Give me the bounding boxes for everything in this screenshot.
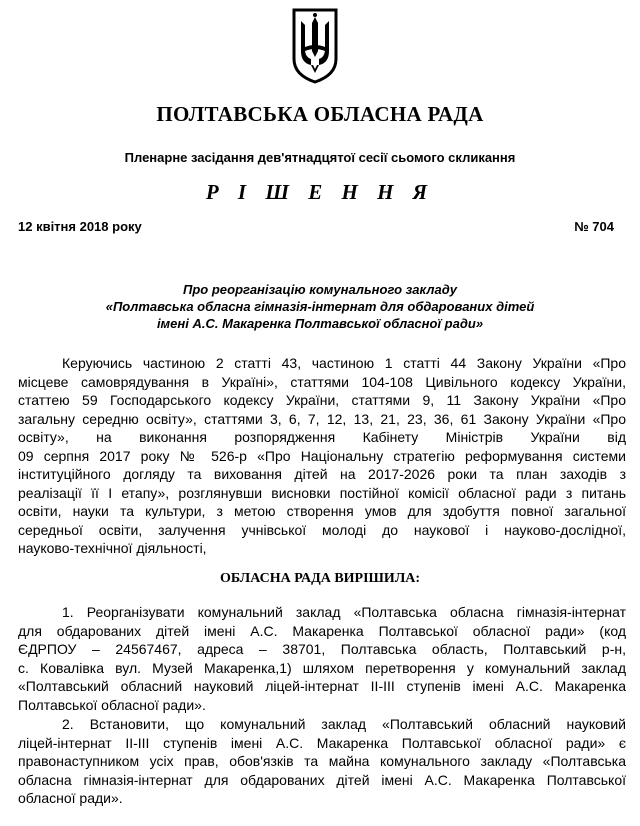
text-line: інституційного догляду та виховання дітей на 2017-2026 роки та план заходів з bbox=[18, 466, 626, 482]
subject-line: Про реорганізацію комунального закладу bbox=[183, 282, 457, 297]
coat-of-arms-icon bbox=[291, 7, 339, 85]
document-type-title: Р І Ш Е Н Н Я bbox=[205, 180, 435, 204]
subject-line: імені А.С. Макаренка Полтавської обласної ради» bbox=[156, 316, 484, 331]
text-line: Полтавської обласної ради». bbox=[18, 696, 206, 713]
text-line: правонаступником усіх прав, обов'язків та майна комунального закладу «Полтавська bbox=[18, 753, 626, 769]
decision-item-1 bbox=[18, 603, 626, 714]
text-line: обласної ради». bbox=[18, 790, 123, 806]
text-line: 2. Встановити, що комунальний заклад «Полтавський обласний науковий bbox=[62, 716, 626, 732]
decision-number: № 704 bbox=[574, 219, 614, 234]
decision-subject bbox=[0, 281, 640, 332]
text-line: освіти, науки та культури, з метою створення умов для здобуття повної загальної bbox=[18, 503, 626, 519]
text-line: Керуючись частиною 2 статті 43, частиною 1 статті 44 Закону України «Про bbox=[62, 355, 626, 371]
text-line: статтею 59 Господарського кодексу України, статтями 9, 11 Закону України «Про bbox=[18, 392, 626, 408]
session-title: Пленарне засідання дев'ятнадцятої сесії сьомого скликання bbox=[124, 150, 516, 165]
decision-item-2 bbox=[18, 715, 626, 808]
preamble-paragraph bbox=[18, 354, 626, 558]
text-line: 09 серпня 2017 року № 526-р «Про Національну стратегію реформування системи bbox=[18, 447, 626, 464]
text-line: загальну середню освіту», статтями 3, 6, 7, 12, 13, 21, 23, 36, 61 Закону України «Про bbox=[18, 410, 626, 427]
text-line: обласна гімназія-інтернат для обдарованих дітей імені А.С. Макаренка Полтавської bbox=[18, 771, 626, 788]
text-line: с. Ковалівка вул. Музей Макаренка,1) шляхом перетворення у комунальний заклад bbox=[18, 659, 626, 676]
subject-line: «Полтавська обласна гімназія-інтернат для обдарованих дітей bbox=[105, 299, 535, 314]
text-line: «Полтавський обласний науковий ліцей-інтернат ІІ-ІІІ ступенів імені А.С. Макаренка bbox=[18, 678, 626, 694]
text-line: середньої освіти, залучення учнівської молоді до наукової і науково-дослідної, bbox=[18, 521, 626, 538]
text-line: ліцей-інтернат ІІ-ІІІ ступенів імені А.С. Макаренка Полтавської обласної ради» є bbox=[18, 734, 626, 751]
text-line: науково-технічної діяльності, bbox=[18, 540, 207, 556]
text-line: реалізації її І етапу», розглянувши висновки постійної комісії обласної ради з питань bbox=[18, 484, 626, 501]
text-line: 1. Реорганізувати комунальний заклад «Полтавська обласна гімназія-інтернат bbox=[62, 604, 626, 620]
resolved-heading: ОБЛАСНА РАДА ВИРІШИЛА: bbox=[219, 571, 421, 586]
text-line: місцеве самоврядування в Україні», статтями 104-108 Цивільного кодексу України, bbox=[18, 373, 626, 390]
council-title: ПОЛТАВСЬКА ОБЛАСНА РАДА bbox=[156, 102, 484, 126]
decision-date: 12 квітня 2018 року bbox=[18, 219, 142, 234]
text-line: для обдарованих дітей імені А.С. Макаренка Полтавської обласної ради» (код bbox=[18, 622, 626, 639]
text-line: ЄДРПОУ – 24567467, адреса – 38701, Полтавська область, Полтавський р-н, bbox=[18, 641, 626, 657]
text-line: освіту», на виконання розпорядження Кабінету Міністрів України від bbox=[18, 429, 626, 445]
